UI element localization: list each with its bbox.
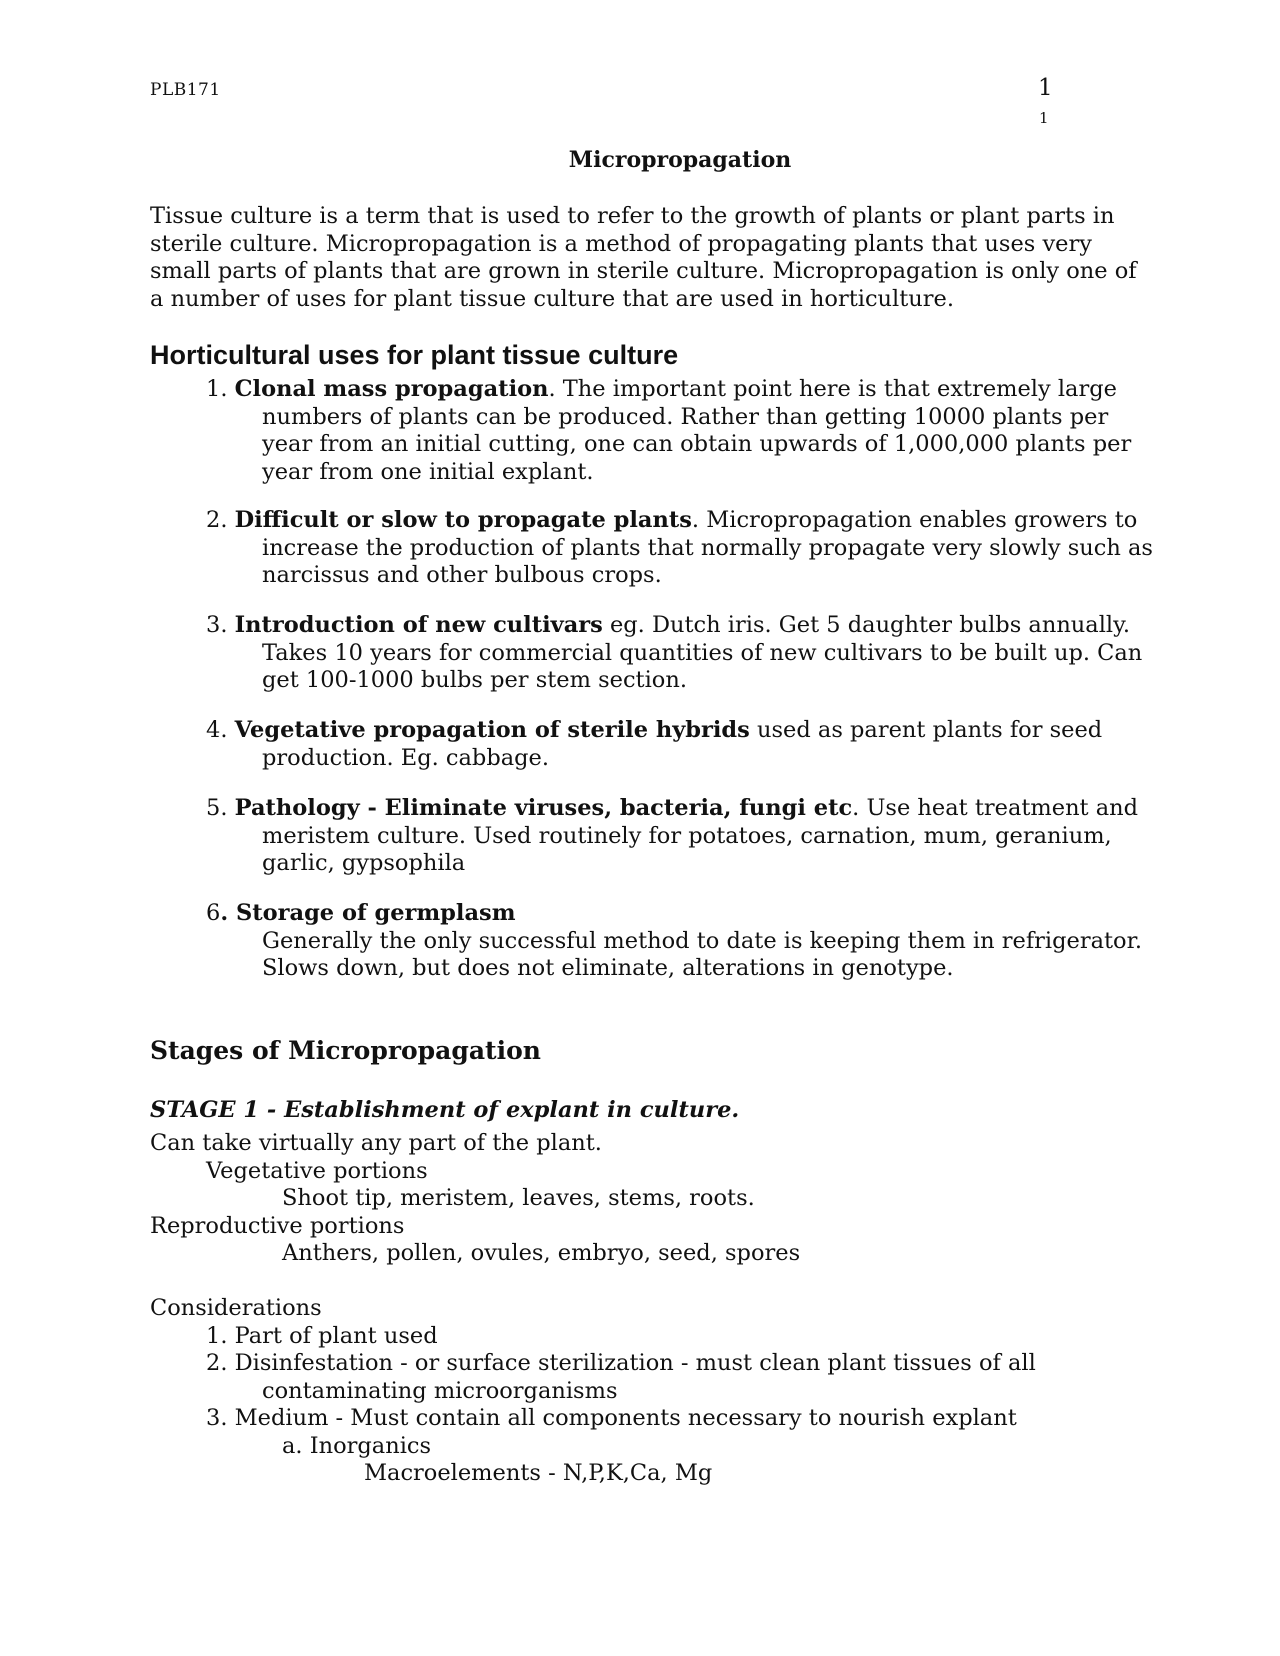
- list-item-number: 5.: [206, 795, 228, 821]
- page-number: 1: [1038, 75, 1053, 101]
- text-line: Shoot tip, meristem, leaves, stems, roots.: [282, 1185, 755, 1211]
- intro-paragraph: Tissue culture is a term that is used to refer to the growth of plants or plant parts in sterile culture. Micropropagation is a method of propagating plants that uses very small parts of plants that are grown in sterile culture. Micropropagation is only one of a number of uses for plant tissue culture that are used in horticulture.: [150, 203, 1137, 312]
- page-title: Micropropagation: [568, 147, 792, 173]
- list-item-number: 1.: [206, 376, 228, 402]
- text-line: Vegetative portions: [206, 1158, 428, 1184]
- list-item-bold: . Storage of germplasm: [220, 900, 516, 926]
- list-item-bold: Pathology - Eliminate viruses, bacteria, fungi etc: [234, 795, 853, 821]
- uses-heading: Horticultural uses for plant tissue culture: [150, 340, 679, 370]
- list-item-continuation: production. Eg. cabbage.: [262, 744, 550, 771]
- list-item-bold: Clonal mass propagation: [234, 376, 549, 402]
- list-item: [206, 376, 1156, 486]
- text-line: contaminating microorganisms: [262, 1378, 618, 1404]
- text-line: Can take virtually any part of the plant.: [150, 1130, 602, 1156]
- text-line: Macroelements - N,P,K,Ca, Mg: [364, 1460, 713, 1486]
- list-item-bold: Vegetative propagation of sterile hybrids: [234, 717, 750, 743]
- list-item-text: . The important point here is that extremely large: [548, 376, 1117, 402]
- list-item: [206, 900, 1156, 983]
- text-line: 3. Medium - Must contain all components necessary to nourish explant: [206, 1405, 1017, 1431]
- list-item-text: . Use heat treatment and: [852, 795, 1139, 821]
- list-item-continuation: Generally the only successful method to date is keeping them in refrigerator. Slows down, but does not eliminate, alterations in genotype.: [262, 927, 1143, 981]
- list-item-text: . Micropropagation enables growers to: [691, 507, 1138, 533]
- list-item-continuation: numbers of plants can be produced. Rather than getting 10000 plants per year from an initial cutting, one can obtain upwards of 1,000,000 plants per year from one initial explant.: [262, 403, 1132, 485]
- list-item: [206, 795, 1156, 878]
- list-item-bold: Introduction of new cultivars: [234, 612, 603, 638]
- list-item-number: 6: [206, 900, 221, 926]
- text-line: Considerations: [150, 1295, 322, 1321]
- text-line: 2. Disinfestation - or surface sterilization - must clean plant tissues of all: [206, 1350, 1036, 1376]
- list-item: [206, 507, 1156, 590]
- text-line: Anthers, pollen, ovules, embryo, seed, spores: [282, 1240, 801, 1266]
- list-item-number: 2.: [206, 507, 235, 533]
- text-line: Reproductive portions: [150, 1213, 405, 1239]
- list-item-text: used as parent plants for seed: [749, 717, 1103, 743]
- list-item-bold: Difficult or slow to propagate plants: [234, 507, 692, 533]
- list-item: [206, 612, 1156, 695]
- list-item-number: 3.: [206, 612, 228, 638]
- list-item-text: eg. Dutch iris. Get 5 daughter bulbs annually.: [602, 612, 1130, 638]
- text-line: 1. Part of plant used: [206, 1323, 438, 1349]
- list-item-continuation: meristem culture. Used routinely for potatoes, carnation, mum, geranium, garlic, gypsophila: [262, 822, 1112, 876]
- list-item-number: 4.: [206, 717, 228, 743]
- list-item-continuation: Takes 10 years for commercial quantities of new cultivars to be built up. Can get 100-1000 bulbs per stem section.: [262, 639, 1143, 693]
- course-code: PLB171: [150, 80, 221, 100]
- page-number-small: 1: [1039, 109, 1049, 127]
- stage1-heading: STAGE 1 - Establishment of explant in culture.: [150, 1097, 740, 1123]
- list-item-continuation: increase the production of plants that normally propagate very slowly such as narcissus and other bulbous crops.: [262, 534, 1153, 588]
- stages-heading: Stages of Micropropagation: [150, 1036, 541, 1065]
- text-line: a. Inorganics: [282, 1433, 432, 1459]
- list-item: [206, 717, 1156, 772]
